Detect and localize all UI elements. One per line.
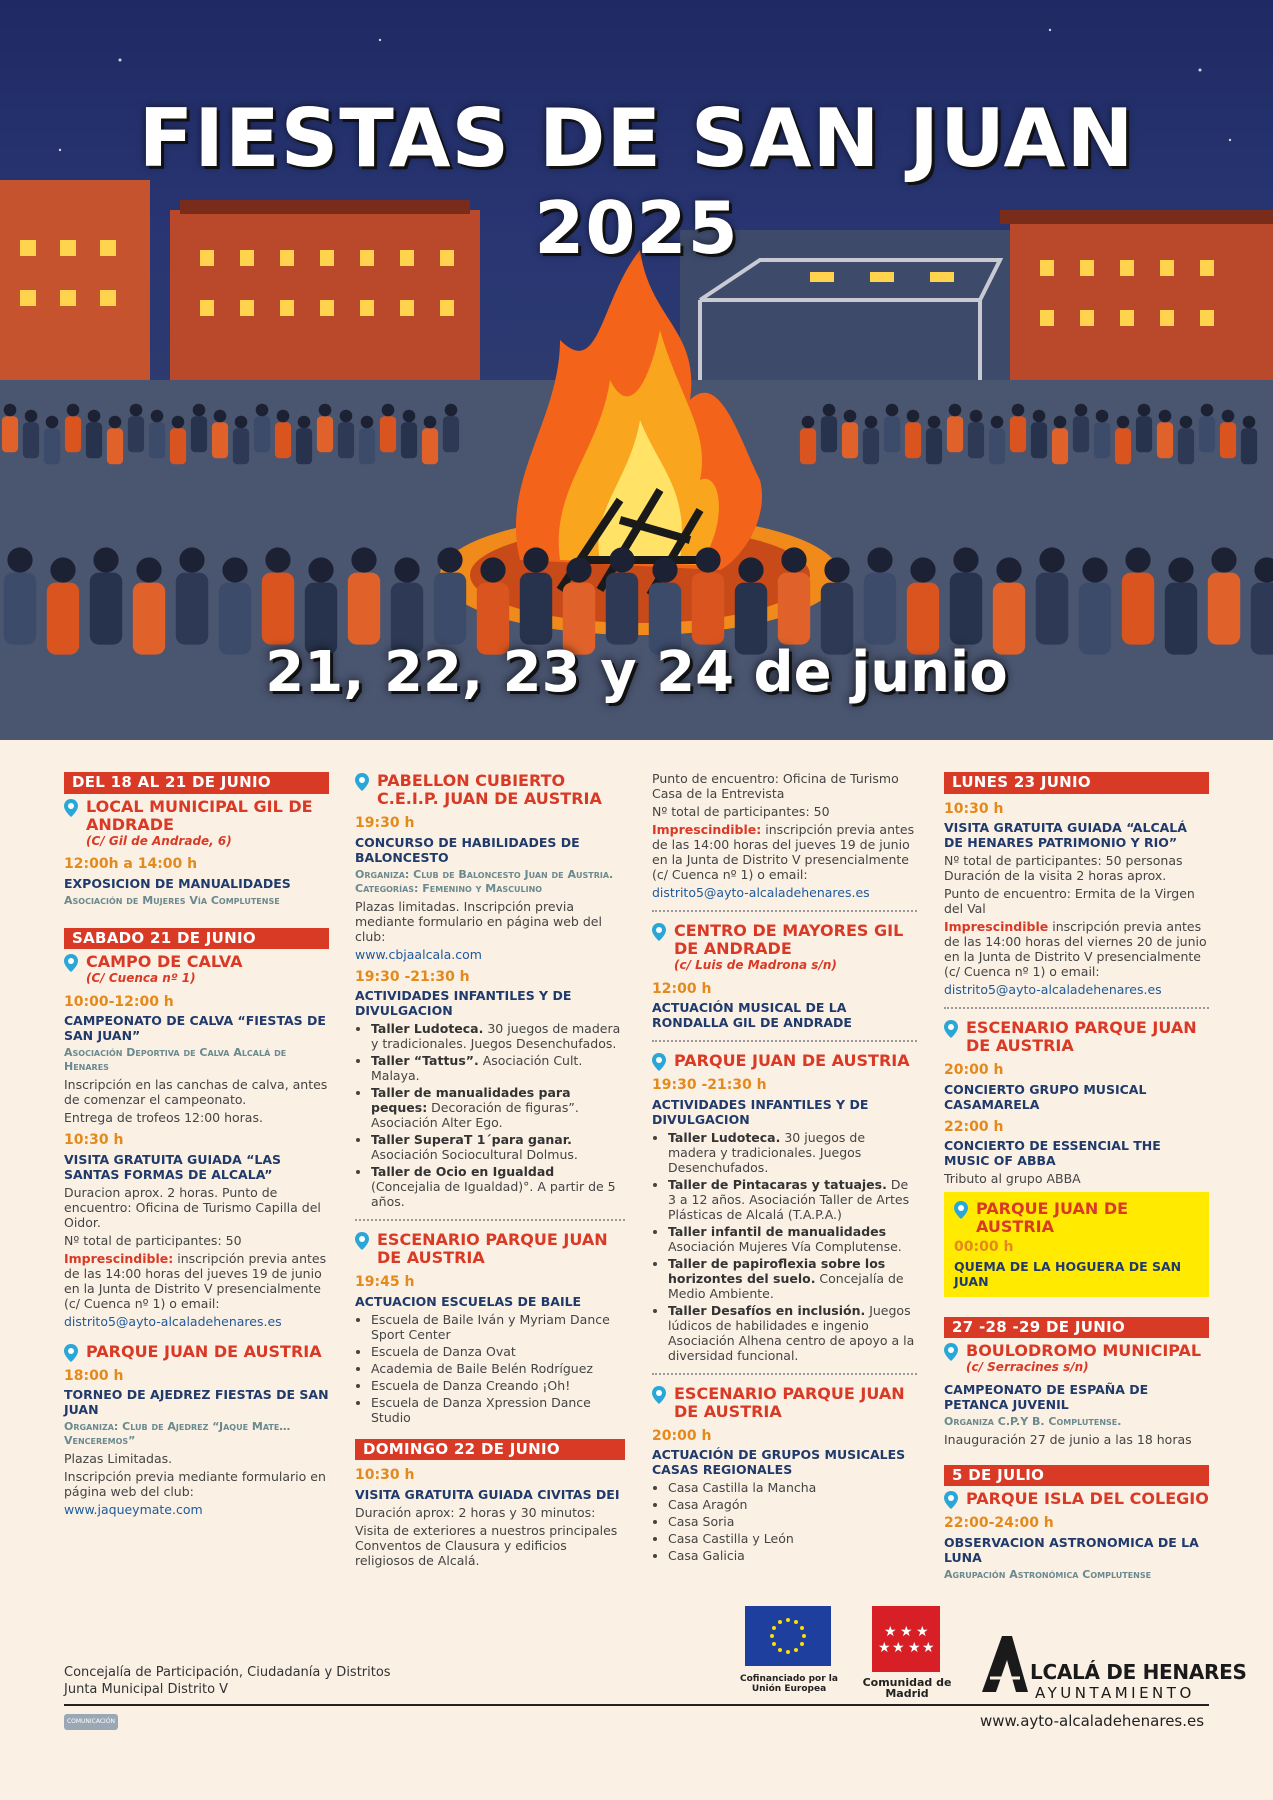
organizer: Agrupación Astronómica Complutense — [944, 1567, 1152, 1581]
divider — [652, 1040, 917, 1042]
program-column-3 — [652, 768, 917, 1565]
event-time: 22:00-24:00 h — [944, 1515, 1054, 1531]
activity-title: OBSERVACION ASTRONOMICA DE LA LUNA — [944, 1534, 1199, 1565]
hero-illustration — [0, 0, 1273, 740]
email-link[interactable]: distrito5@ayto-alcaladehenares.es — [652, 885, 870, 900]
organizer: Asociación Deportiva de Calva Alcalá de Henares — [64, 1046, 287, 1073]
event-year: 2025 — [534, 186, 739, 270]
map-pin-icon — [944, 1343, 958, 1361]
requirement-detail: inscripción previa antes de las 14:00 horas del jueves 19 de junio en la Junta de Distrito V presencialmente (c/ Cuenca nº 1) o email: — [652, 822, 915, 882]
event-time: 19:45 h — [355, 1274, 415, 1290]
location-title — [944, 1019, 1209, 1055]
date-header: DOMINGO 22 DE JUNIO — [355, 1439, 625, 1461]
program-column-1 — [64, 772, 329, 1517]
info-text: Inscripción previa mediante formulario en página web del club: — [64, 1469, 326, 1499]
web-link[interactable]: www.cbjaalcala.com — [355, 946, 482, 962]
list-item: • Taller “Tattus”. Asociación Cult. Malaya. — [371, 1053, 625, 1083]
location-title — [64, 798, 329, 834]
list-item: • Casa Galicia — [668, 1548, 917, 1563]
info-text: Nº total de participantes: 50 — [64, 1232, 242, 1248]
svg-text:★: ★ — [878, 1640, 891, 1656]
event-time: 20:00 h — [652, 1427, 712, 1444]
activity-title: CONCIERTO GRUPO MUSICAL CASAMARELA — [944, 1081, 1147, 1112]
madrid-stars-icon — [872, 1606, 940, 1672]
event-time: 20:00 h — [944, 1062, 1004, 1078]
info-text: Entrega de trofeos 12:00 horas. — [64, 1110, 263, 1125]
footer-district: Junta Municipal Distrito V — [64, 1682, 229, 1697]
date-header: 27 -28 -29 DE JUNIO — [944, 1317, 1209, 1339]
eu-flag-logo — [745, 1606, 831, 1666]
footer-divider — [64, 1704, 1209, 1706]
list-item: • Taller de Ocio en Igualdad (Concejalia de Igualdad)°. A partir de 5 años. — [371, 1164, 625, 1209]
requirement-text — [64, 1251, 329, 1311]
event-time: 19:30 h — [355, 815, 415, 831]
organizer: Asociación de Mujeres Vía Complutense — [64, 893, 280, 907]
info-text: Inauguración 27 de junio a las 18 horas — [944, 1431, 1192, 1447]
map-pin-icon — [355, 1232, 369, 1250]
requirement-label: Imprescindible — [944, 919, 1049, 934]
comunidad-madrid-caption: Comunidad de Madrid — [862, 1676, 952, 1700]
svg-text:★: ★ — [916, 1624, 929, 1640]
location-name: LOCAL MUNICIPAL GIL DE ANDRADE — [86, 796, 313, 834]
location-name: ESCENARIO PARQUE JUAN DE AUSTRIA — [377, 1230, 608, 1267]
activity-title: ACTUACIÓN DE GRUPOS MUSICALES CASAS REGIONALES — [652, 1447, 906, 1477]
comunidad-madrid-logo — [872, 1606, 940, 1672]
event-time: 10:00-12:00 h — [64, 993, 174, 1010]
location-name: PARQUE JUAN DE AUSTRIA — [86, 1341, 322, 1361]
organizer: Organiza C.P.Y B. Complutense. — [944, 1414, 1122, 1428]
location-name: ESCENARIO PARQUE JUAN DE AUSTRIA — [674, 1383, 905, 1421]
date-header: 5 DE JULIO — [944, 1465, 1209, 1487]
divider — [944, 1007, 1209, 1009]
footer-credits — [64, 1664, 391, 1698]
activity-title: EXPOSICION DE MANUALIDADES — [64, 875, 291, 891]
activity-title: QUEMA DE LA HOGUERA DE SAN JUAN — [954, 1258, 1182, 1289]
list-item: • Escuela de Danza Creando ¡Oh! — [371, 1378, 625, 1393]
info-text: Tributo al grupo ABBA — [944, 1171, 1081, 1186]
info-text: Plazas limitadas. Inscripción previa mediante formulario en página web del club: — [355, 898, 602, 944]
info-text: Duración aprox: 2 horas y 30 minutos: — [355, 1504, 596, 1520]
alcala-a-logo-icon — [980, 1634, 1030, 1694]
list-item: • Escuela de Baile Iván y Myriam Dance Sport Center — [371, 1312, 625, 1342]
location-title — [355, 772, 625, 808]
date-header: SABADO 21 DE JUNIO — [64, 928, 329, 950]
program-column-4 — [944, 772, 1209, 1582]
list-item: • Escuela de Danza Ovat — [371, 1344, 625, 1359]
list-item: • Taller Desafíos en inclusión. Juegos lúdicos de habilidades e ingenio Asociación Alhena centro de apoyo a la diversidad funcional. — [668, 1303, 917, 1363]
location-title — [652, 922, 917, 958]
location-address: (c/ Luis de Madrona s/n) — [674, 958, 837, 972]
map-pin-icon — [944, 1020, 958, 1038]
location-name: PARQUE ISLA DEL COLEGIO — [966, 1489, 1209, 1508]
list-item: • Taller SuperaT 1´para ganar. Asociación Sociocultural Dolmus. — [371, 1132, 625, 1162]
list-item: • Casa Castilla y León — [668, 1531, 917, 1546]
location-name: ESCENARIO PARQUE JUAN DE AUSTRIA — [966, 1018, 1197, 1055]
list-item: • Academia de Baile Belén Rodríguez — [371, 1361, 625, 1376]
map-pin-icon — [652, 1053, 666, 1071]
divider — [355, 1219, 625, 1221]
location-title — [944, 1342, 1209, 1360]
location-name: PARQUE JUAN DE AUSTRIA — [674, 1051, 910, 1070]
list-item: • Taller infantil de manualidades Asociación Mujeres Vía Complutense. — [668, 1224, 917, 1254]
list-item: • Taller Ludoteca. 30 juegos de madera y tradicionales. Juegos Desenchufados. — [668, 1130, 917, 1175]
info-text: Nº total de participantes: 50 personas Duración de la visita 2 horas aprox. — [944, 853, 1183, 883]
activity-title: ACTIVIDADES INFANTILES Y DE DIVULGACION — [355, 988, 572, 1018]
list-item: • Casa Castilla la Mancha — [668, 1480, 917, 1495]
event-title: FIESTAS DE SAN JUAN — [138, 92, 1135, 185]
activity-title: CAMPEONATO DE CALVA “FIESTAS DE SAN JUAN” — [64, 1013, 326, 1043]
email-link[interactable]: distrito5@ayto-alcaladehenares.es — [944, 982, 1162, 997]
event-time: 22:00 h — [944, 1118, 1004, 1135]
map-pin-icon — [64, 954, 78, 972]
activity-title: CONCIERTO DE ESSENCIAL THE MUSIC OF ABBA — [944, 1138, 1161, 1168]
activity-title: VISITA GRATUITA GUIADA “LAS SANTAS FORMAS DE ALCALA” — [64, 1151, 282, 1182]
bonfire-highlight-box — [944, 1192, 1209, 1297]
info-text: Punto de encuentro: Oficina de Turismo Casa de la Entrevista — [652, 771, 899, 801]
location-title — [355, 1231, 625, 1267]
website-link[interactable]: www.ayto-alcaladehenares.es — [980, 1712, 1205, 1730]
event-time: 12:00h a 14:00 h — [64, 856, 198, 872]
location-address: (c/ Serracines s/n) — [966, 1360, 1089, 1374]
info-text: Nº total de participantes: 50 — [652, 804, 830, 819]
location-title — [64, 1343, 329, 1361]
location-title — [652, 1052, 917, 1070]
regional-houses-list — [652, 1480, 917, 1563]
info-text: Duracion aprox. 2 horas. Punto de encuentro: Oficina de Turismo Capilla del Oidor. — [64, 1184, 321, 1230]
divider — [652, 1373, 917, 1375]
info-text: Plazas Limitadas. — [64, 1451, 173, 1466]
event-time: 18:00 h — [64, 1367, 124, 1384]
activity-title: ACTUACION ESCUELAS DE BAILE — [355, 1293, 582, 1309]
location-address: (C/ Cuenca nº 1) — [86, 971, 196, 985]
activity-title: CONCURSO DE HABILIDADES DE BALONCESTO — [355, 834, 580, 865]
city-name: LCALÁ DE HENARES — [1030, 1660, 1247, 1684]
location-address: (C/ Gil de Andrade, 6) — [86, 833, 232, 848]
map-pin-icon — [652, 923, 666, 941]
info-text: Visita de exteriores a nuestros principales Conventos de Clausura y edificios religiosos de Alcalá. — [355, 1522, 618, 1568]
requirement-label: Imprescindible: — [652, 822, 762, 837]
requirement-detail: inscripción previa antes de las 14:00 horas del jueves 19 de junio en la Junta de Distrito V presencialmente (c/ Cuenca nº 1) o email: — [64, 1250, 327, 1311]
organizer: Organiza: Club de Baloncesto Juan de Austria. Categorías: Femenino y Masculino — [355, 867, 614, 895]
map-pin-icon — [64, 799, 78, 817]
svg-text:★: ★ — [908, 1640, 921, 1656]
info-text: Inscripción en las canchas de calva, antes de comenzar el campeonato. — [64, 1077, 328, 1107]
requirement-detail: inscripción previa antes de las 14:00 horas del viernes 20 de junio en la Junta de Distrito V presencialmente (c/ Cuenca nº 1) o email: — [944, 919, 1207, 979]
organizer: Organiza: Club de Ajedrez “Jaque Mate… Venceremos” — [64, 1420, 291, 1447]
event-dates: 21, 22, 23 y 24 de junio — [265, 640, 1008, 705]
map-pin-icon — [944, 1491, 958, 1509]
activity-list — [652, 1130, 917, 1363]
info-text: Punto de encuentro: Ermita de la Virgen del Val — [944, 886, 1195, 916]
location-name: CAMPO DE CALVA — [86, 952, 243, 971]
location-title — [944, 1490, 1209, 1508]
requirement-text — [944, 919, 1209, 979]
activity-title: VISITA GRATUITA GUIADA “ALCALÁ DE HENARES PATRIMONIO Y RIO” — [944, 820, 1187, 850]
event-time: 00:00 h — [954, 1239, 1014, 1255]
svg-text:★: ★ — [892, 1640, 905, 1656]
location-name: CENTRO DE MAYORES GIL DE ANDRADE — [674, 921, 904, 958]
location-title — [652, 1385, 917, 1421]
requirement-text — [652, 822, 917, 882]
list-item: • Taller de Pintacaras y tatuajes. De 3 a 12 años. Asociación Taller de Artes Plásticas de Alcalá (T.A.P.A.) — [668, 1177, 917, 1222]
program-content — [0, 740, 1273, 1800]
web-link[interactable]: www.jaqueymate.com — [64, 1502, 203, 1517]
event-time: 10:30 h — [355, 1467, 415, 1483]
activity-title: ACTUACIÓN MUSICAL DE LA RONDALLA GIL DE ANDRADE — [652, 1000, 852, 1030]
dance-school-list — [355, 1312, 625, 1425]
list-item: • Taller Ludoteca. 30 juegos de madera y tradicionales. Juegos Desenchufados. — [371, 1021, 625, 1051]
location-name: PARQUE JUAN DE AUSTRIA — [976, 1199, 1129, 1236]
program-column-2 — [355, 772, 625, 1568]
list-item: • Casa Aragón — [668, 1497, 917, 1512]
location-title — [954, 1200, 1199, 1236]
activity-title: CAMPEONATO DE ESPAÑA DE PETANCA JUVENIL — [944, 1381, 1149, 1412]
date-header: DEL 18 AL 21 DE JUNIO — [64, 772, 329, 794]
location-title — [64, 953, 329, 971]
event-time: 19:30 -21:30 h — [355, 968, 470, 985]
list-item: • Taller de manualidades para peques: Decoración de figuras”. Asociación Alter Ego. — [371, 1085, 625, 1130]
event-time: 10:30 h — [64, 1132, 124, 1148]
eu-stars-icon — [745, 1606, 831, 1666]
requirement-label: Imprescindible: — [64, 1250, 174, 1266]
svg-text:★: ★ — [900, 1624, 913, 1640]
communication-logo: COMUNICACIÓN — [64, 1714, 118, 1730]
footer-department: Concejalía de Participación, Ciudadanía y Distritos — [64, 1665, 391, 1680]
map-pin-icon — [355, 773, 369, 791]
list-item: • Casa Soria — [668, 1514, 917, 1529]
event-time: 19:30 -21:30 h — [652, 1077, 767, 1093]
location-name: BOULODROMO MUNICIPAL — [966, 1341, 1202, 1360]
list-item: • Escuela de Danza Xpression Dance Studio — [371, 1395, 625, 1425]
email-link[interactable]: distrito5@ayto-alcaladehenares.es — [64, 1313, 282, 1329]
activity-list — [355, 1021, 625, 1209]
activity-title: VISITA GRATUITA GUIADA CIVITAS DEI — [355, 1486, 620, 1502]
event-time: 12:00 h — [652, 980, 712, 997]
city-council: AYUNTAMIENTO — [1035, 1684, 1195, 1702]
map-pin-icon — [652, 1386, 666, 1404]
map-pin-icon — [954, 1201, 968, 1219]
date-header: LUNES 23 JUNIO — [944, 772, 1209, 794]
divider — [652, 910, 917, 912]
location-name: PABELLON CUBIERTO C.E.I.P. JUAN DE AUSTRIA — [377, 771, 602, 808]
list-item: • Taller de papiroflexia sobre los horizontes del suelo. Concejalía de Medio Ambiente. — [668, 1256, 917, 1301]
activity-title: TORNEO DE AJEDREZ FIESTAS DE SAN JUAN — [64, 1387, 329, 1417]
eu-caption: Cofinanciado por la Unión Europea — [740, 1674, 838, 1694]
activity-title: ACTIVIDADES INFANTILES Y DE DIVULGACION — [652, 1096, 869, 1127]
event-time: 10:30 h — [944, 800, 1004, 817]
svg-text:★: ★ — [922, 1640, 935, 1656]
svg-text:★: ★ — [884, 1624, 897, 1640]
map-pin-icon — [64, 1344, 78, 1362]
